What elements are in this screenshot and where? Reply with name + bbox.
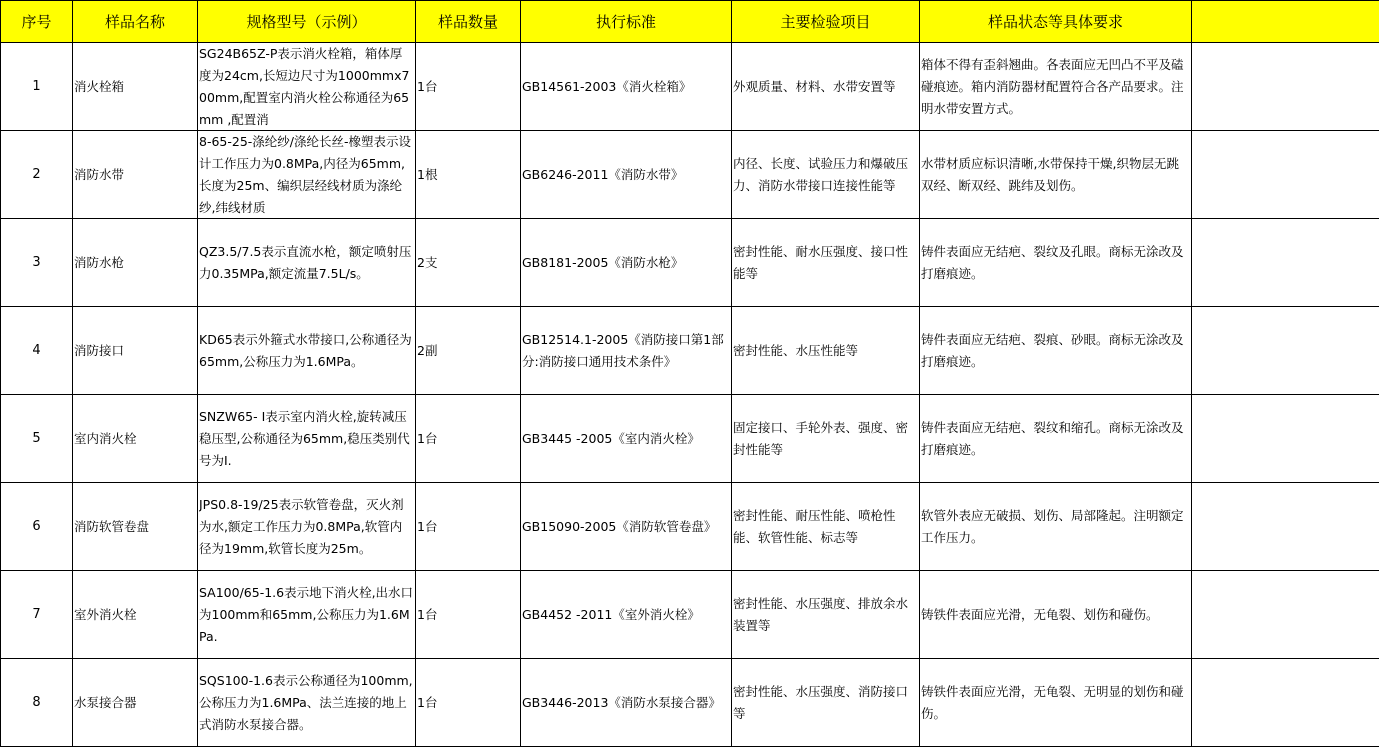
spec-text: SQS100-1.6表示公称通径为100mm,公称压力为1.6MPa、法兰连接的地上式消防水泵接合器。 bbox=[199, 672, 413, 732]
cell-standard[interactable]: GB3446-2013《消防水泵接合器》 bbox=[521, 659, 732, 747]
cell-requirements[interactable]: 铸件表面应无结疤、裂纹及孔眼。商标无涂改及打磨痕迹。 bbox=[920, 219, 1192, 307]
header-standard[interactable]: 执行标准 bbox=[521, 1, 732, 43]
cell-spec-model[interactable] bbox=[198, 483, 416, 571]
cell-requirements[interactable]: 铸件表面应无结疤、裂痕、砂眼。商标无涂改及打磨痕迹。 bbox=[920, 307, 1192, 395]
cell-empty[interactable] bbox=[1192, 659, 1379, 747]
cell-empty[interactable] bbox=[1192, 307, 1379, 395]
header-serial-no[interactable]: 序号 bbox=[1, 1, 73, 43]
cell-sample-name[interactable]: 消火栓箱 bbox=[73, 43, 198, 131]
spec-text: 8-65-25-涤纶纱/涤纶长丝-橡塑表示设计工作压力为0.8MPa,内径为65mm,长度为25m、编织层经线材质为涤纶纱,纬线材质 bbox=[199, 134, 412, 215]
cell-inspection-items[interactable]: 固定接口、手轮外表、强度、密封性能等 bbox=[732, 395, 920, 483]
table-row bbox=[1, 219, 1379, 307]
header-row bbox=[1, 1, 1379, 43]
spec-text: QZ3.5/7.5表示直流水枪，额定喷射压力0.35MPa,额定流量7.5L/s。 bbox=[199, 243, 412, 281]
cell-empty[interactable] bbox=[1192, 395, 1379, 483]
cell-spec-model[interactable] bbox=[198, 571, 416, 659]
cell-empty[interactable] bbox=[1192, 571, 1379, 659]
spec-text: SG24B65Z-P表示消火栓箱，箱体厚度为24cm,长短边尺寸为1000mmx700mm,配置室内消火栓公称通径为65mm ,配置消 bbox=[199, 46, 410, 127]
cell-sample-qty[interactable]: 2副 bbox=[416, 307, 521, 395]
cell-requirements[interactable]: 铸铁件表面应光滑，无龟裂、划伤和碰伤。 bbox=[920, 571, 1192, 659]
cell-sample-name[interactable]: 室外消火栓 bbox=[73, 571, 198, 659]
cell-serial-no[interactable]: 6 bbox=[1, 483, 73, 571]
cell-spec-model[interactable] bbox=[198, 395, 416, 483]
cell-sample-name[interactable]: 消防水带 bbox=[73, 131, 198, 219]
table-row bbox=[1, 43, 1379, 131]
cell-sample-qty[interactable]: 1台 bbox=[416, 483, 521, 571]
header-sample-name[interactable]: 样品名称 bbox=[73, 1, 198, 43]
cell-sample-qty[interactable]: 2支 bbox=[416, 219, 521, 307]
table-row bbox=[1, 571, 1379, 659]
cell-spec-model[interactable] bbox=[198, 307, 416, 395]
cell-standard[interactable]: GB14561-2003《消火栓箱》 bbox=[521, 43, 732, 131]
cell-inspection-items[interactable]: 密封性能、耐压性能、喷枪性能、软管性能、标志等 bbox=[732, 483, 920, 571]
cell-requirements[interactable]: 水带材质应标识清晰,水带保持干燥,织物层无跳双经、断双经、跳纬及划伤。 bbox=[920, 131, 1192, 219]
cell-requirements[interactable]: 铸铁件表面应光滑，无龟裂、无明显的划伤和碰伤。 bbox=[920, 659, 1192, 747]
header-inspection-items[interactable]: 主要检验项目 bbox=[732, 1, 920, 43]
table-row bbox=[1, 483, 1379, 571]
cell-sample-name[interactable]: 室内消火栓 bbox=[73, 395, 198, 483]
cell-requirements[interactable]: 箱体不得有歪斜翘曲。各表面应无凹凸不平及磕碰痕迹。箱内消防器材配置符合各产品要求。注明水带安置方式。 bbox=[920, 43, 1192, 131]
table-row bbox=[1, 131, 1379, 219]
cell-sample-qty[interactable]: 1台 bbox=[416, 395, 521, 483]
cell-serial-no[interactable]: 8 bbox=[1, 659, 73, 747]
cell-spec-model[interactable] bbox=[198, 219, 416, 307]
cell-sample-name[interactable]: 消防水枪 bbox=[73, 219, 198, 307]
cell-inspection-items[interactable]: 外观质量、材料、水带安置等 bbox=[732, 43, 920, 131]
cell-standard[interactable]: GB8181-2005《消防水枪》 bbox=[521, 219, 732, 307]
cell-standard[interactable]: GB15090-2005《消防软管卷盘》 bbox=[521, 483, 732, 571]
cell-sample-qty[interactable]: 1台 bbox=[416, 571, 521, 659]
cell-inspection-items[interactable]: 密封性能、水压性能等 bbox=[732, 307, 920, 395]
spec-text: SA100/65-1.6表示地下消火栓,出水口为100mm和65mm,公称压力为1.6MPa. bbox=[199, 584, 414, 644]
cell-sample-name[interactable]: 消防接口 bbox=[73, 307, 198, 395]
cell-empty[interactable] bbox=[1192, 131, 1379, 219]
cell-serial-no[interactable]: 1 bbox=[1, 43, 73, 131]
cell-standard[interactable]: GB6246-2011《消防水带》 bbox=[521, 131, 732, 219]
cell-serial-no[interactable]: 2 bbox=[1, 131, 73, 219]
cell-sample-name[interactable]: 消防软管卷盘 bbox=[73, 483, 198, 571]
cell-serial-no[interactable]: 3 bbox=[1, 219, 73, 307]
cell-serial-no[interactable]: 4 bbox=[1, 307, 73, 395]
header-empty[interactable] bbox=[1192, 1, 1379, 43]
cell-inspection-items[interactable]: 密封性能、水压强度、排放余水装置等 bbox=[732, 571, 920, 659]
cell-standard[interactable]: GB4452 -2011《室外消火栓》 bbox=[521, 571, 732, 659]
cell-spec-model[interactable] bbox=[198, 659, 416, 747]
cell-inspection-items[interactable]: 密封性能、水压强度、消防接口等 bbox=[732, 659, 920, 747]
cell-serial-no[interactable]: 7 bbox=[1, 571, 73, 659]
header-requirements[interactable]: 样品状态等具体要求 bbox=[920, 1, 1192, 43]
cell-requirements[interactable]: 软管外表应无破损、划伤、局部隆起。注明额定工作压力。 bbox=[920, 483, 1192, 571]
cell-spec-model[interactable] bbox=[198, 131, 416, 219]
table-row bbox=[1, 307, 1379, 395]
spec-text: KD65表示外箍式水带接口,公称通径为65mm,公称压力为1.6MPa。 bbox=[199, 331, 412, 369]
cell-inspection-items[interactable]: 密封性能、耐水压强度、接口性能等 bbox=[732, 219, 920, 307]
cell-sample-qty[interactable]: 1根 bbox=[416, 131, 521, 219]
cell-standard[interactable]: GB12514.1-2005《消防接口第1部分:消防接口通用技术条件》 bbox=[521, 307, 732, 395]
cell-standard[interactable]: GB3445 -2005《室内消火栓》 bbox=[521, 395, 732, 483]
spec-text: SNZW65- Ⅰ表示室内消火栓,旋转减压稳压型,公称通径为65mm,稳压类别代号为Ⅰ. bbox=[199, 408, 410, 468]
cell-inspection-items[interactable]: 内径、长度、试验压力和爆破压力、消防水带接口连接性能等 bbox=[732, 131, 920, 219]
cell-spec-model[interactable] bbox=[198, 43, 416, 131]
header-sample-qty[interactable]: 样品数量 bbox=[416, 1, 521, 43]
cell-sample-qty[interactable]: 1台 bbox=[416, 43, 521, 131]
cell-sample-name[interactable]: 水泵接合器 bbox=[73, 659, 198, 747]
cell-empty[interactable] bbox=[1192, 43, 1379, 131]
header-spec-model[interactable]: 规格型号（示例） bbox=[198, 1, 416, 43]
table-row bbox=[1, 395, 1379, 483]
cell-empty[interactable] bbox=[1192, 219, 1379, 307]
spec-text: JPS0.8-19/25表示软管卷盘，灭火剂为水,额定工作压力为0.8MPa,软管内径为19mm,软管长度为25m。 bbox=[199, 496, 404, 556]
cell-requirements[interactable]: 铸件表面应无结疤、裂纹和缩孔。商标无涂改及打磨痕迹。 bbox=[920, 395, 1192, 483]
table-row bbox=[1, 659, 1379, 747]
cell-sample-qty[interactable]: 1台 bbox=[416, 659, 521, 747]
cell-serial-no[interactable]: 5 bbox=[1, 395, 73, 483]
cell-empty[interactable] bbox=[1192, 483, 1379, 571]
